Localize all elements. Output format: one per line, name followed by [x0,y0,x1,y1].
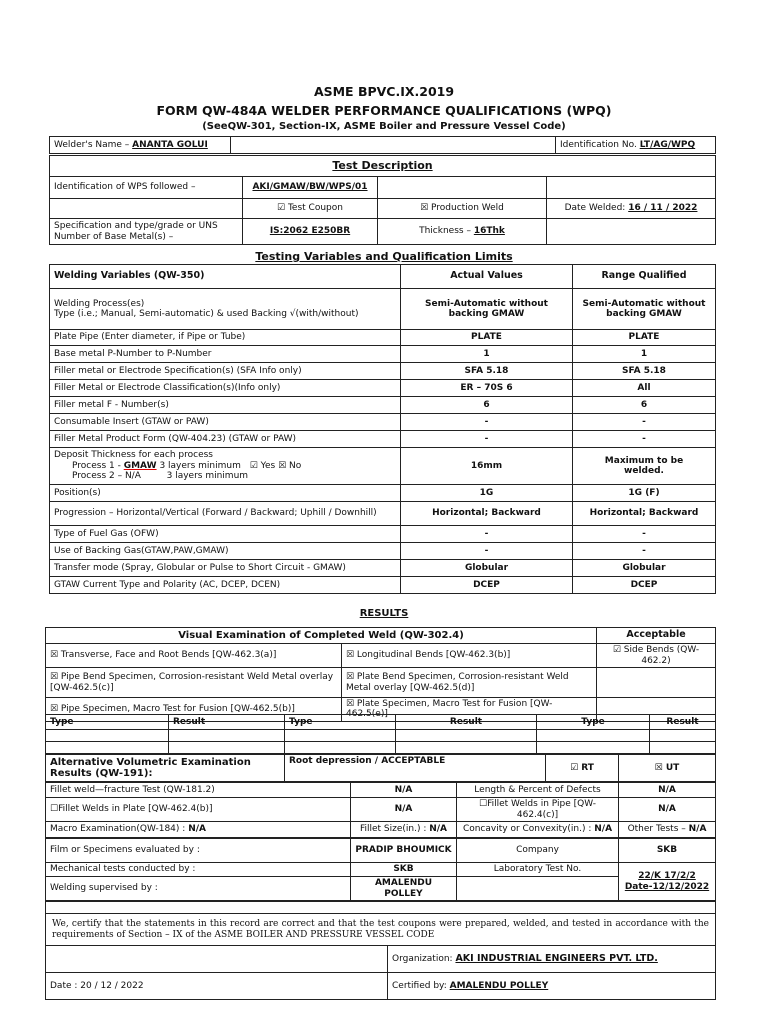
deposit-process1-layers: 3 layers minimum [159,460,241,471]
certified-by [388,973,716,1000]
result-header: Result [396,715,537,730]
mechanical-tests-value: SKB [351,863,457,877]
certification-statement: We, certify that the statements in this record are correct and that the test coupons were prepared, welded, and tested in accordance with the requirements of Section – IX of the ASME BOILER AND PRESSURE VESSEL CODE [46,914,716,946]
mechanical-tests-label: Mechanical tests conducted by : [46,863,351,877]
row-actual: - [401,431,573,448]
row-range: Globular [573,560,716,577]
form-title: FORM QW-484A WELDER PERFORMANCE QUALIFICATIONS (WPQ) [156,103,612,118]
results-bend-table [45,627,716,722]
laboratory-test-label: Laboratory Test No. [457,863,619,877]
base-metal-spec-value: IS:2062 E250BR [243,219,378,245]
organization [388,946,716,973]
date-welded-value: 16 / 11 / 2022 [628,203,698,214]
test-description-heading: Test Description [50,156,716,177]
laboratory-test-value [619,863,716,901]
row-actual: PLATE [401,330,573,346]
laboratory-test-number: 22/K 17/2/2 [638,871,696,882]
production-weld-checkbox: ☒ Production Weld [378,199,547,219]
form-subtitle: (SeeQW-301, Section-IX, ASME Boiler and Pressure Vessel Code) [202,121,566,132]
row-label: Plate Pipe (Enter diameter, if Pipe or Tube) [50,330,401,346]
blank-cell [396,742,537,754]
row-actual: DCEP [401,577,573,594]
other-tests [619,822,716,838]
certification-date: Date : 20 / 12 / 2022 [46,973,388,1000]
row-range: SFA 5.18 [573,363,716,380]
company-value: SKB [619,839,716,863]
deposit-process1-checkboxes: ☑ Yes ☒ No [249,460,302,471]
fillet-fracture-value: N/A [351,783,457,798]
visual-exam-result: Acceptable [597,628,716,644]
wps-label: Identification of WPS followed – [50,177,243,199]
length-percent-value: N/A [619,783,716,798]
thickness [378,219,547,245]
progression-actual: Horizontal; Backward [401,502,573,526]
row-label: Use of Backing Gas(GTAW,PAW,GMAW) [50,543,401,560]
type-result-table [45,714,716,754]
fillet-table [45,782,716,822]
process-label-line2: Type (i.e.; Manual, Semi-automatic) & used Backing √(with/without) [54,309,359,319]
date-welded-label: Date Welded: [564,203,626,214]
type-header: Type [46,715,169,730]
company-label: Company [457,839,619,863]
organization-label: Organization: [392,953,453,964]
row-range: PLATE [573,330,716,346]
row-actual: - [401,543,573,560]
volumetric-table [45,754,716,782]
blank-cell [378,177,547,199]
supervised-by-value: AMALENDU POLLEY [351,877,457,901]
blank-cell [50,199,243,219]
blank-cell [547,219,716,245]
blank-cell [46,902,716,914]
row-actual: 1 [401,346,573,363]
welder-name-cell [50,137,231,154]
base-metal-spec-label: Specification and type/grade or UNS Number of Base Metal(s) – [50,219,243,245]
plate-bend-specimen: ☒ Plate Bend Specimen, Corrosion-resistant Weld Metal overlay [QW-462.5(d)] [342,668,597,698]
limits-table [49,264,716,594]
supervised-by-label: Welding supervised by : [46,877,351,901]
deposit-process1-name: GMAW [123,460,157,471]
result-header: Result [650,715,716,730]
position-actual: 1G [401,485,573,502]
thickness-label: Thickness – [419,226,471,237]
row-range: All [573,380,716,397]
macro-exam-value: N/A [188,824,206,835]
deposit-actual: 16mm [401,448,573,485]
row-label: Consumable Insert (GTAW or PAW) [50,414,401,431]
macro-exam [46,822,351,838]
blank-cell [650,730,716,742]
fillet-fracture-label: Fillet weld—fracture Test (QW-181.2) [46,783,351,798]
plate-macro-test: ☒ Plate Specimen, Macro Test for Fusion [QW-462.5(e)] [342,698,597,722]
results-heading: RESULTS [359,608,409,619]
process-label-line1: Welding Process(es) [54,298,145,309]
side-bends: ☑ Side Bends (QW-462.2) [597,644,716,668]
certified-by-value: AMALENDU POLLEY [449,980,549,991]
length-percent-label: Length & Percent of Defects [457,783,619,798]
evaluation-table [45,838,716,901]
col-range: Range Qualified [573,265,716,289]
row-actual: - [401,526,573,543]
longitudinal-bends: ☒ Longitudinal Bends [QW-462.3(b)] [342,644,597,668]
row-range: - [573,431,716,448]
row-range: - [573,543,716,560]
macro-exam-label: Macro Examination(QW-184) : [50,824,186,835]
row-range: 6 [573,397,716,414]
blank-cell [597,668,716,698]
pipe-macro-test: ☒ Pipe Specimen, Macro Test for Fusion [QW-462.5(b)] [46,698,342,722]
fillet-size-label: Fillet Size(in.) : [359,824,427,835]
row-actual: - [401,414,573,431]
welder-table [49,136,716,154]
blank-cell [396,730,537,742]
welder-blank-cell [231,137,556,154]
row-label: Transfer mode (Spray, Globular or Pulse to Short Circuit - GMAW) [50,560,401,577]
blank-cell [169,742,285,754]
row-label: Filler metal F - Number(s) [50,397,401,414]
col-actual: Actual Values [401,265,573,289]
row-range: - [573,526,716,543]
row-label: Filler Metal Product Form (QW-404.23) (GTAW or PAW) [50,431,401,448]
blank-cell [457,877,619,901]
certification-table [45,901,716,1000]
macro-table [45,821,716,838]
process-range: Semi-Automatic without backing GMAW [573,289,716,330]
blank-cell [46,946,388,973]
film-evaluated-value: PRADIP BHOUMICK [351,839,457,863]
blank-cell [537,742,650,754]
concavity [457,822,619,838]
fillet-pipe-checkbox: ☐Fillet Welds in Pipe [QW-462.4(c)] [457,798,619,822]
type-header: Type [537,715,650,730]
date-welded [547,199,716,219]
row-label: Base metal P-Number to P-Number [50,346,401,363]
welder-id: LT/AG/WPQ [639,139,696,150]
row-label: Filler metal or Electrode Specification(s) (SFA Info only) [50,363,401,380]
root-depression: Root depression / ACCEPTABLE [285,755,546,782]
deposit-thickness-label [50,448,401,485]
position-range: 1G (F) [573,485,716,502]
form-title-code: ASME BPVC.IX.2019 [313,84,455,99]
progression-range: Horizontal; Backward [573,502,716,526]
row-actual: SFA 5.18 [401,363,573,380]
row-label: Type of Fuel Gas (OFW) [50,526,401,543]
deposit-process2: Process 2 – N/A 3 layers minimum [72,471,249,482]
ut-checkbox: ☒ UT [619,755,716,782]
concavity-label: Concavity or Convexity(in.) : [462,824,592,835]
laboratory-test-date: Date-12/12/2022 [624,881,710,892]
blank-cell [650,742,716,754]
fillet-plate-value: N/A [351,798,457,822]
blank-cell [285,742,396,754]
blank-cell [547,177,716,199]
welder-id-label: Identification No. [560,139,637,150]
concavity-value: N/A [594,824,613,835]
fillet-pipe-value: N/A [619,798,716,822]
process-label [50,289,401,330]
blank-cell [537,730,650,742]
blank-cell [285,730,396,742]
blank-cell [169,730,285,742]
blank-cell [46,730,169,742]
rt-checkbox: ☑ RT [546,755,619,782]
visual-exam-label: Visual Examination of Completed Weld (QW-302.4) [46,628,597,644]
row-actual: 6 [401,397,573,414]
row-range: DCEP [573,577,716,594]
alt-volumetric-label: Alternative Volumetric Examination Results (QW-191): [46,755,285,782]
fillet-size-value: N/A [429,824,448,835]
organization-value: AKI INDUSTRIAL ENGINEERS PVT. LTD. [455,952,658,964]
type-header: Type [285,715,396,730]
other-tests-label: Other Tests – [627,824,686,835]
row-actual: Globular [401,560,573,577]
pipe-bend-specimen: ☒ Pipe Bend Specimen, Corrosion-resistant Weld Metal overlay [QW-462.5(c)] [46,668,342,698]
transverse-bends: ☒ Transverse, Face and Root Bends [QW-462.3(a)] [46,644,342,668]
blank-cell [46,742,169,754]
row-actual: ER – 70S 6 [401,380,573,397]
wps-value: AKI/GMAW/BW/WPS/01 [243,177,378,199]
deposit-range: Maximum to be welded. [573,448,716,485]
test-coupon-checkbox: ☑ Test Coupon [243,199,378,219]
deposit-process1 [54,461,396,471]
limits-heading: Testing Variables and Qualification Limits [255,250,513,263]
process-actual: Semi-Automatic without backing GMAW [401,289,573,330]
thickness-value: 16Thk [473,226,505,237]
welder-name-label: Welder's Name – [54,139,130,150]
film-evaluated-label: Film or Specimens evaluated by : [46,839,351,863]
row-range: 1 [573,346,716,363]
position-label: Position(s) [50,485,401,502]
col-variables: Welding Variables (QW-350) [50,265,401,289]
other-tests-value: N/A [688,824,707,835]
progression-label: Progression – Horizontal/Vertical (Forward / Backward; Uphill / Downhill) [50,502,401,526]
test-description-table [49,155,716,245]
row-range: - [573,414,716,431]
row-label: GTAW Current Type and Polarity (AC, DCEP, DCEN) [50,577,401,594]
deposit-heading: Deposit Thickness for each process [54,450,213,461]
certified-by-label: Certified by: [392,980,447,991]
fillet-plate-checkbox: ☐Fillet Welds in Plate [QW-462.4(b)] [46,798,351,822]
fillet-size [351,822,457,838]
welder-name: ANANTA GOLUI [132,139,208,150]
result-header: Result [169,715,285,730]
welder-id-cell [556,137,716,154]
deposit-process1-prefix: Process 1 - [72,460,121,471]
row-label: Filler Metal or Electrode Classification(s)(Info only) [50,380,401,397]
